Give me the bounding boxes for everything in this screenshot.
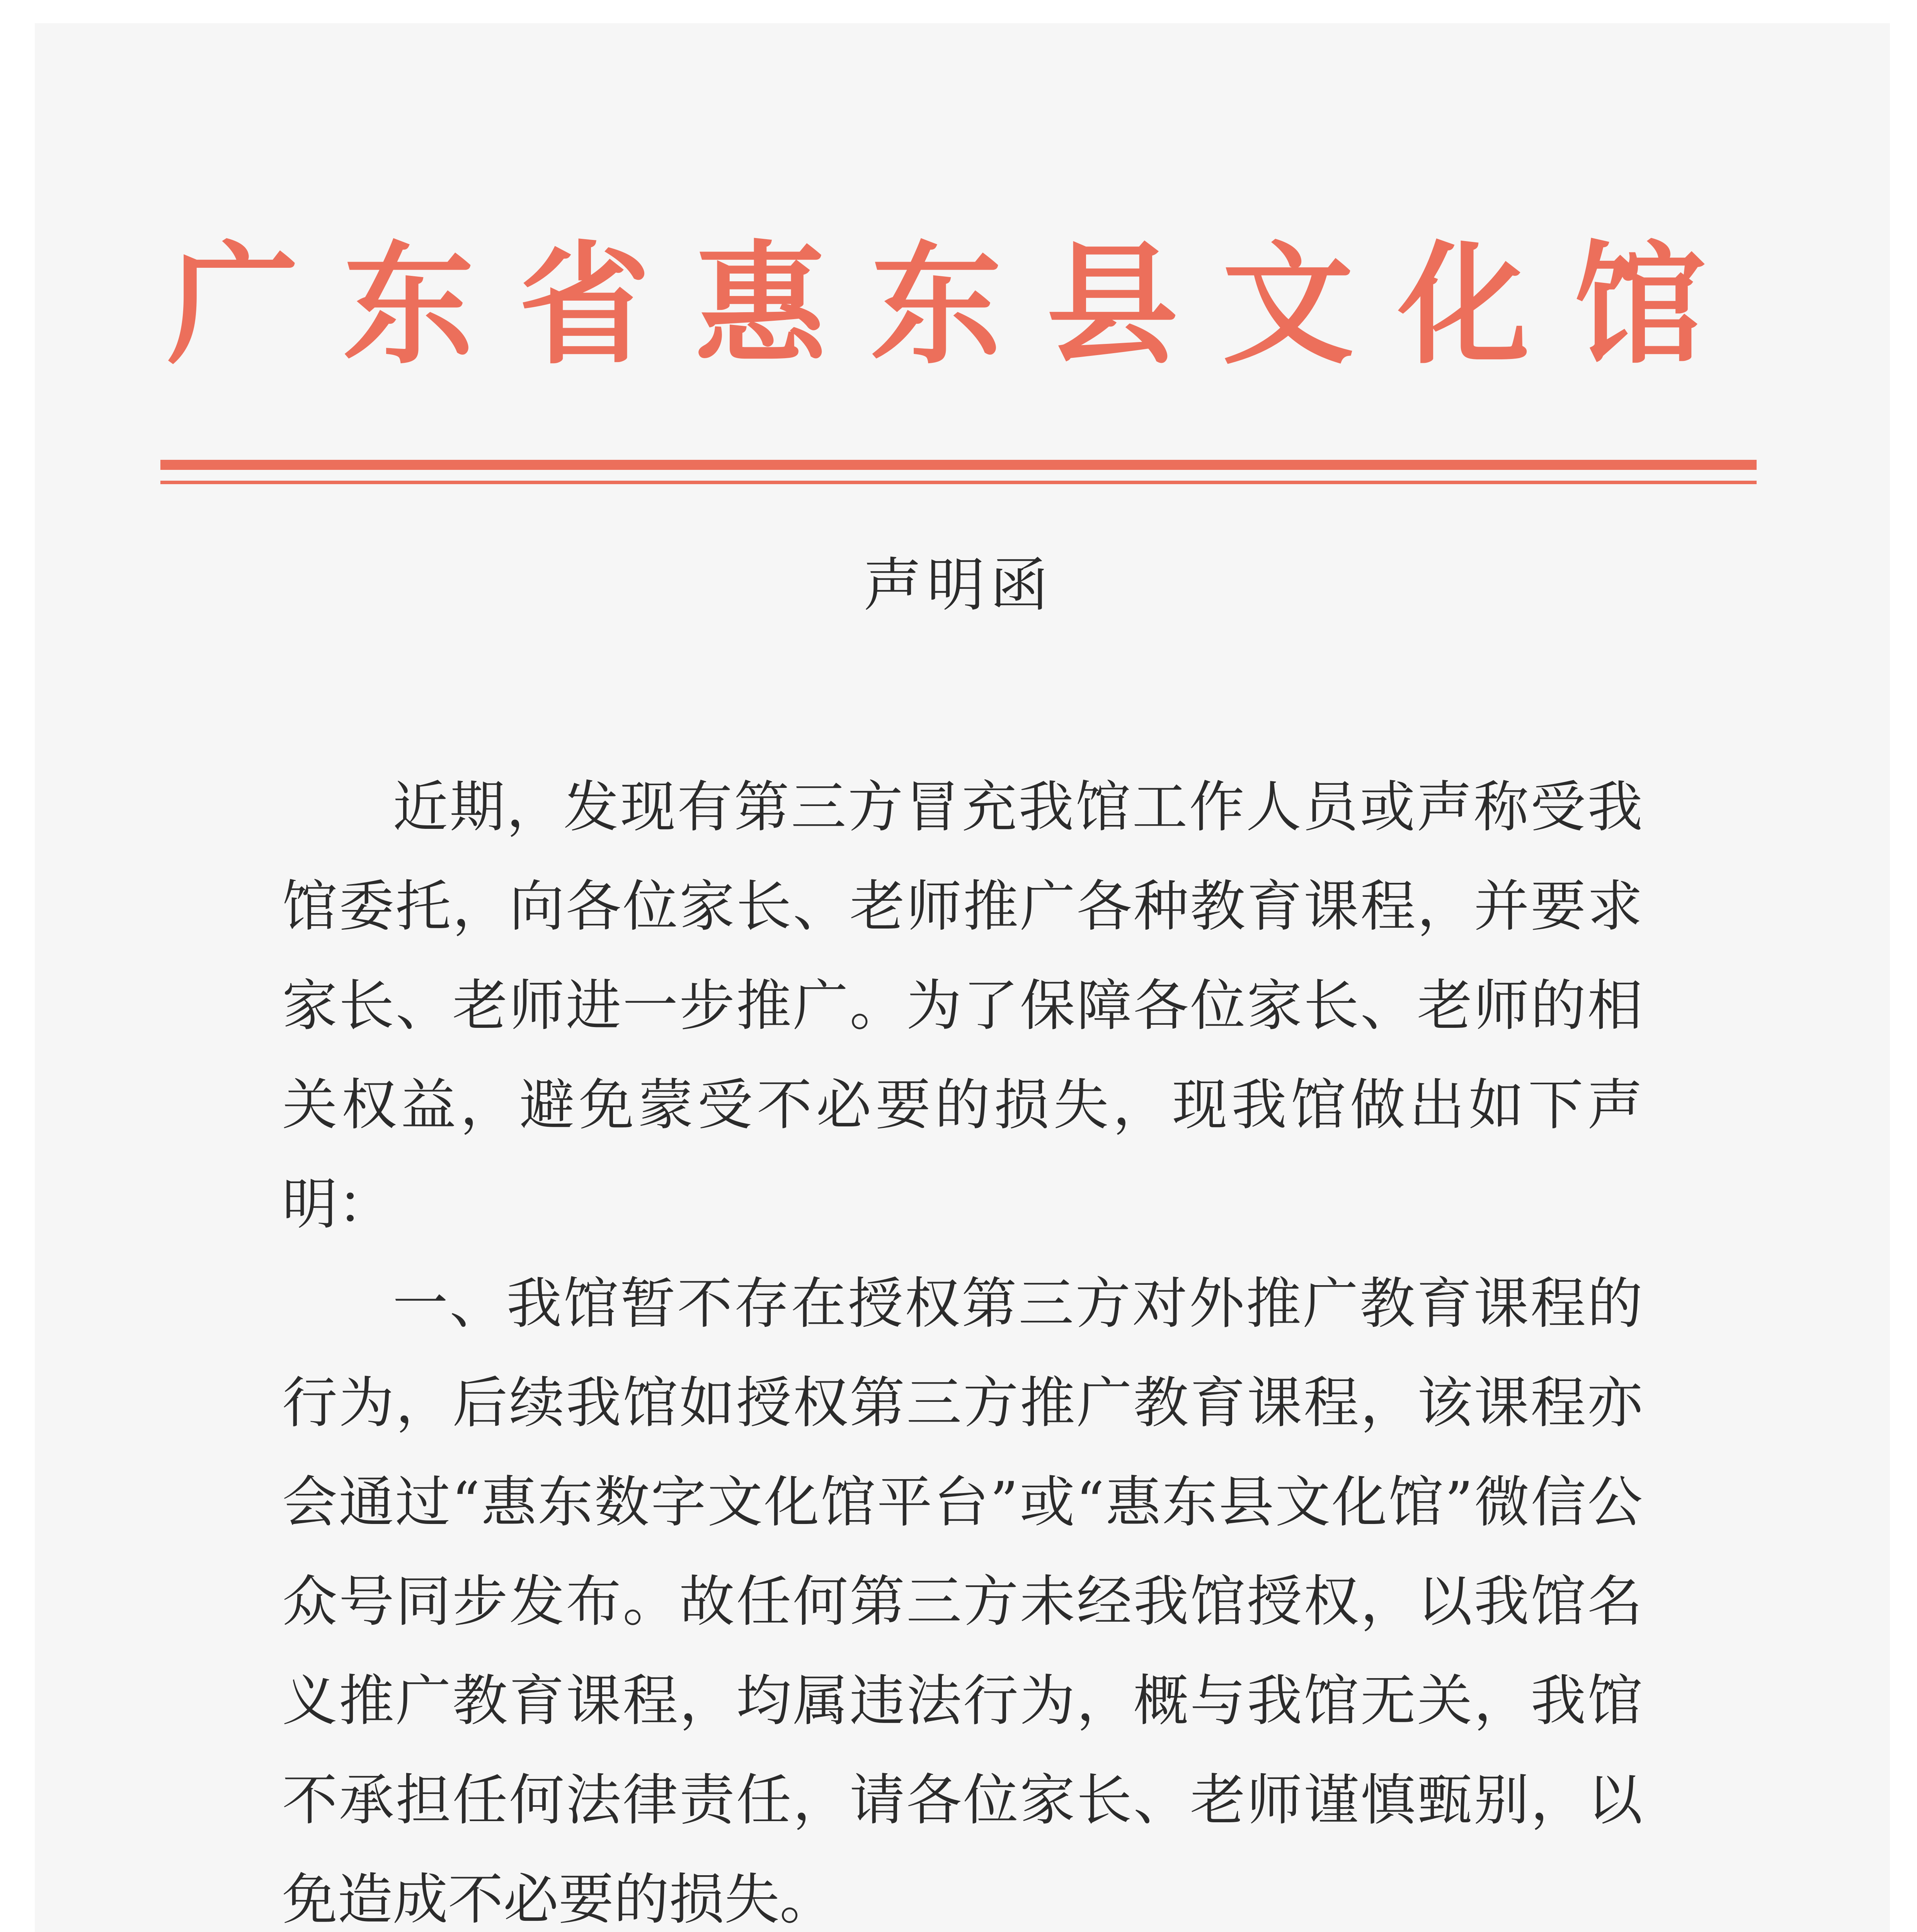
letterhead-rule-thick <box>160 460 1757 470</box>
letterhead-rule-thin <box>160 481 1757 484</box>
document-body <box>282 757 1643 1932</box>
paragraph-clause-one: 一、我馆暂不存在授权第三方对外推广教育课程的行为，后续我馆如授权第三方推广教育课程，该课程亦会通过“惠东数字文化馆平台”或“惠东县文化馆”微信公众号同步发布。故任何第三方未经我馆授权，以我馆名义推广教育课程，均属违法行为，概与我馆无关，我馆不承担任何法律责任，请各位家长、老师谨慎甄别，以免造成不必要的损失。 <box>282 1271 1643 1932</box>
letterhead-title: 广东省惠东县文化馆 <box>167 228 1750 382</box>
paragraph-intro: 近期，发现有第三方冒充我馆工作人员或声称受我馆委托，向各位家长、老师推广各种教育课程，并要求家长、老师进一步推广。为了保障各位家长、老师的相关权益，避免蒙受不必要的损失，现我馆做出如下声明： <box>282 775 1643 1236</box>
document-title: 声明函 <box>863 552 1054 619</box>
